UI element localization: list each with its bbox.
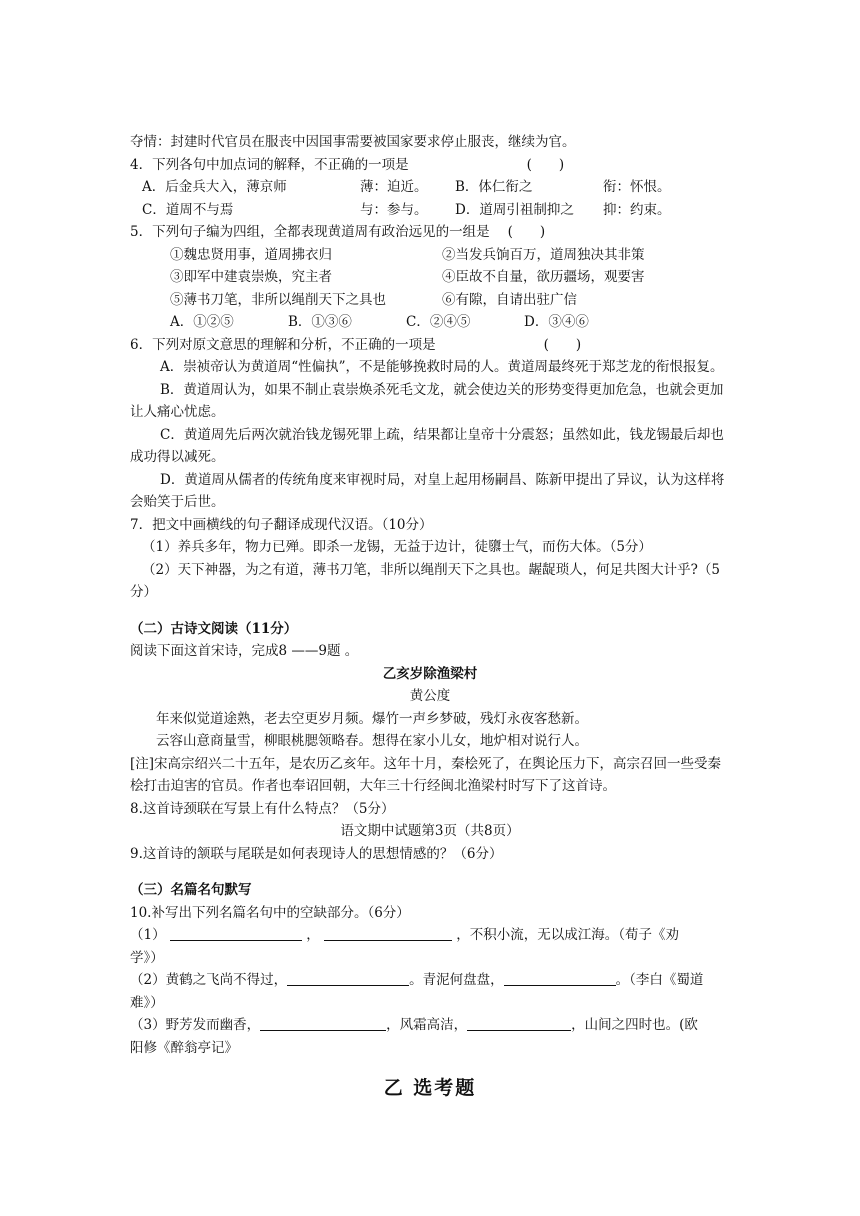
q6-option-b: B．黄道周认为，如果不制止袁崇焕杀死毛文龙，就会使边关的形势变得更加危急，也就会更加让人痛心忧虑。 <box>130 381 724 420</box>
note-duoqing: 夺情：封建时代官员在服丧中因国事需要被国家要求停止服丧，继续为官。 <box>130 134 576 150</box>
q4-option-c: C．道周不与焉 <box>142 201 234 218</box>
q5-sentence-6: ⑥有隙，自请出驻广信 <box>442 291 577 308</box>
q10-item-3-blank-2[interactable] <box>467 1016 571 1031</box>
poem-line-2: 云容山意商量雪，柳眼桃腮领略春。想得在家小儿女，地炉相对说行人。 <box>156 733 588 749</box>
q4-option-c-gloss: 与：参与。 <box>360 201 428 218</box>
q9-stem: 9.这首诗的颔联与尾联是如何表现诗人的思想情感的？（6分） <box>130 845 503 862</box>
q5-option-c: C．②④⑤ <box>406 314 471 330</box>
section-3-title: （三）名篇名句默写 <box>130 882 252 898</box>
q10-item-2 <box>130 969 730 992</box>
part-title: 乙 选考题 <box>383 1077 477 1099</box>
q10-item-3 <box>130 1014 730 1037</box>
q10-item-3-blank-1[interactable] <box>260 1016 386 1031</box>
q10-item-3-text: （3）野芳发而幽香， <box>130 1017 261 1033</box>
poem-note: [注]宋高宗绍兴二十五年，是农历乙亥年。这年十月，秦桧死了，在舆论压力下，高宗召回一些受秦桧打击迫害的官员。作者也奉诏回朝，大年三十行经闽北渔梁村时写下了这首诗。 <box>130 755 722 794</box>
q7-sentence-1: （1）养兵多年，物力已殚。即杀一龙锡，无益于边计，徒隳士气，而伤大体。（5分） <box>142 539 652 555</box>
q10-item-2-rest: 。（李白《蜀道 <box>615 972 704 988</box>
q4-answer-paren: ( ) <box>526 156 565 173</box>
q10-item-3-mid: ，风霜高洁， <box>386 1017 468 1033</box>
q5-options <box>130 311 730 334</box>
q7-stem: 7．把文中画横线的句子翻译成现代汉语。（10分） <box>130 516 433 533</box>
q10-item-1-blank-2[interactable] <box>324 926 452 941</box>
q6-answer-paren: ( ) <box>543 336 582 353</box>
section-2-intro: 阅读下面这首宋诗，完成8 ——9题 。 <box>130 643 359 659</box>
page-footer: 语文期中试题第3页（共8页） <box>340 823 520 839</box>
q5-option-d: D．③④⑥ <box>524 314 589 330</box>
q5-sentence-5: ⑤薄书刀笔，非所以绳削天下之具也 <box>170 291 386 308</box>
q10-item-1-comma: ， <box>306 927 320 943</box>
q5-row-2 <box>130 266 730 289</box>
q10-item-1-wrap: 学》） <box>130 949 164 966</box>
q6-option-c: C．黄道周先后两次就治钱龙锡死罪上疏，结果都让皇帝十分震怒；虽然如此，钱龙锡最后却也成功得以减死。 <box>130 426 724 465</box>
section-2-title: （二）古诗文阅读（11分） <box>130 620 298 637</box>
q10-item-2-text: （2）黄鹤之飞尚不得过， <box>130 972 288 988</box>
q6-stem <box>130 334 730 357</box>
q5-row-3 <box>130 289 730 312</box>
q10-item-3-rest: ，山间之四时也。(欧 <box>571 1017 698 1033</box>
poem-line-1: 年来似觉道途熟，老去空更岁月频。爆竹一声乡梦破，残灯永夜客愁新。 <box>156 710 588 727</box>
q5-sentence-2: ②当发兵饷百万，道周独决其非策 <box>442 246 645 263</box>
q10-item-3-wrap: 阳修《醉翁亭记》 <box>130 1039 238 1056</box>
q10-item-1-blank-1[interactable] <box>170 926 302 941</box>
q4-option-a-gloss: 薄：迫近。 <box>360 179 428 195</box>
q4-options-cd <box>130 199 730 222</box>
q4-option-a: A．后金兵大入，薄京师 <box>142 179 287 195</box>
q5-option-a: A．①②⑤ <box>170 314 234 330</box>
q5-answer-paren: ( ) <box>507 224 546 240</box>
q6-stem-text: 6．下列对原文意思的理解和分析，不正确的一项是 <box>130 336 436 353</box>
q4-stem <box>130 154 730 177</box>
q4-option-d-gloss: 抑：约束。 <box>603 201 671 218</box>
q10-item-2-mid: 。青泥何盘盘， <box>409 972 504 988</box>
q10-item-1 <box>130 924 730 947</box>
q5-sentence-1: ①魏忠贤用事，道周拂衣归 <box>170 246 332 263</box>
q5-option-b: B．①③⑥ <box>288 314 352 330</box>
q4-stem-text: 4．下列各句中加点词的解释，不正确的一项是 <box>130 156 409 173</box>
q5-row-1 <box>130 244 730 267</box>
q5-stem <box>130 221 730 244</box>
q10-stem: 10.补写出下列名篇名句中的空缺部分。（6分） <box>130 904 410 921</box>
q10-item-2-wrap: 难》） <box>130 994 164 1011</box>
q5-sentence-3: ③即军中建袁崇焕，究主者 <box>170 269 332 285</box>
q10-item-2-blank-2[interactable] <box>504 971 616 986</box>
q4-option-b-gloss: 衔：怀恨。 <box>603 179 671 195</box>
q7-sentence-2: （2）天下神器，为之有道，薄书刀笔，非所以绳削天下之具也。龌龊琐人，何足共图大计乎?（5分） <box>130 561 720 600</box>
q4-options-ab <box>130 176 730 199</box>
q6-option-a: A．崇祯帝认为黄道周“性偏执”，不是能够挽救时局的人。黄道周最终死于郑芝龙的衔恨报复。 <box>160 359 724 375</box>
exam-page <box>130 131 730 1105</box>
q4-option-d: D．道周引祖制抑之 <box>455 201 574 218</box>
q10-item-1-rest: ，不积小流，无以成江海。（荀子《劝 <box>456 927 680 943</box>
q8-stem: 8.这首诗颈联在写景上有什么特点？（5分） <box>130 800 395 817</box>
poem-title: 乙亥岁除渔梁村 <box>382 665 478 682</box>
q10-item-2-blank-1[interactable] <box>287 971 409 986</box>
q5-stem-text: 5．下列句子编为四组，全都表现黄道周有政治远见的一组是 <box>130 224 490 240</box>
poem-author: 黄公度 <box>409 688 451 704</box>
q4-option-b: B．体仁衔之 <box>455 179 533 195</box>
q5-sentence-4: ④臣故不自量，欲历疆场，观要害 <box>442 269 645 285</box>
q6-option-d: D．黄道周从儒者的传统角度来审视时局，对皇上起用杨嗣昌、陈新甲提出了异议，认为这样将会贻笑于后世。 <box>130 471 725 510</box>
q10-item-1-number: （1） <box>130 927 166 943</box>
